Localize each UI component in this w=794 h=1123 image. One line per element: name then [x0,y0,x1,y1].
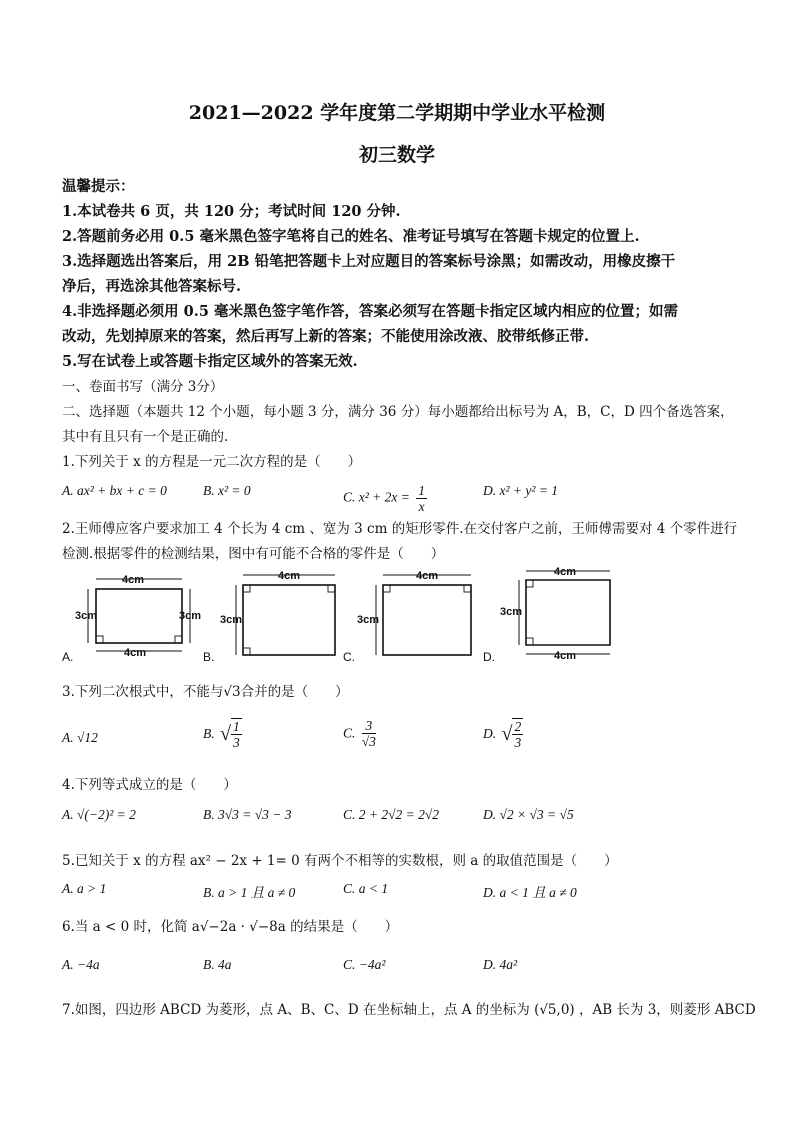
q1-option-c-denominator: x [418,499,425,514]
q3-option-b-letter: B. [203,726,215,741]
section-1-heading: 一、卷面书写（满分 3分） [62,379,224,395]
q5-option-d: D. a < 1 且 a ≠ 0 [483,885,577,900]
tip-line-3: 3.选择题选出答案后，用 2B 铅笔把答题卡上对应题目的答案标号涂黑；如需改动，用橡皮擦干 [62,253,676,270]
q6-option-d: D. 4a² [483,957,518,972]
q6-stem: 6.当 a < 0 时，化简 a√−2a · √−8a 的结果是（ ） [62,919,399,935]
q2-a-letter: A. [62,650,74,664]
q1-option-a: A. ax² + bx + c = 0 [62,483,167,498]
q5-stem: 5.已知关于 x 的方程 ax² − 2x + 1= 0 有两个不相等的实数根，则 a 的取值范围是（ ） [62,853,618,869]
q5-option-b: B. a > 1 且 a ≠ 0 [203,885,296,900]
q5-option-a: A. a > 1 [62,881,107,896]
q4-option-c: C. 2 + 2√2 = 2√2 [343,807,440,822]
tips-heading: 温馨提示： [62,178,135,195]
q2-a-right-label: 3cm [179,610,202,622]
q1-option-c [343,483,427,514]
tip-line-2: 2.答题前务必用 0.5 毫米黑色签字笔将自己的姓名、准考证号填写在答题卡规定的位置上. [62,228,640,245]
q3-option-c-denominator: √3 [361,734,376,749]
q2-d-bottom-label: 4cm [554,650,577,662]
q3-option-c-fraction [362,718,376,749]
q2-c-letter: C. [343,650,355,664]
q3-option-d [483,718,523,750]
q2-a-top-label: 4cm [122,574,145,586]
q1-stem: 1.下列关于 x 的方程是一元二次方程的是（ ） [62,454,362,470]
q3-option-d-letter: D. [483,726,497,741]
q1-option-b: B. x² = 0 [203,483,251,498]
q3-option-d-numerator: 2 [514,719,522,734]
section-2-note: 其中有且只有一个是正确的. [62,429,229,445]
q2-d-top-label: 4cm [554,566,577,578]
q3-d-radical-icon: √ [501,722,513,745]
q4-option-b: B. 3√3 = √3 − 3 [203,807,292,822]
q3-option-a: A. √12 [62,730,98,745]
section-2-heading: 二、选择题（本题共 12 个小题，每小题 3 分，满分 36 分）每小题都给出标号为 A，B，C，D 四个备选答案， [62,404,734,420]
q3-option-b-numerator: 1 [232,719,240,734]
q2-b-top-label: 4cm [278,570,301,582]
tip-line-7: 5.写在试卷上或答题卡指定区域外的答案无效. [62,353,358,370]
q4-stem: 4.下列等式成立的是（ ） [62,777,237,793]
q2-a-bottom-label: 4cm [124,647,147,659]
q3-option-c-letter: C. [343,725,356,741]
q1-option-d: D. x² + y² = 1 [483,483,559,498]
tip-line-4: 净后，再选涂其他答案标号. [62,278,242,295]
q2-d-left-label: 3cm [500,606,523,618]
q3-stem: 3.下列二次根式中，不能与√3合并的是（ ） [62,684,349,700]
tip-line-6: 改动，先划掉原来的答案，然后再写上新的答案；不能使用涂改液、胶带纸修正带. [62,328,590,345]
q2-c-top-label: 4cm [416,570,439,582]
tip-line-5: 4.非选择题必须用 0.5 毫米黑色签字笔作答，答案必须写在答题卡指定区域内相应的位置；如需 [62,303,678,320]
q3-b-radical-icon: √ [220,722,231,745]
q6-option-a: A. −4a [62,957,100,972]
q3-option-b [203,718,242,750]
q1-option-c-fraction [416,483,427,514]
q2-a-left-label: 3cm [75,610,98,622]
q2-figure-d [483,566,610,664]
q2-figure-a [62,574,201,664]
q2-b-left-label: 3cm [220,614,243,626]
q2-c-left-label: 3cm [357,614,380,626]
q7-stem: 7.如图，四边形 ABCD 为菱形，点 A、B、C、D 在坐标轴上，点 A 的坐标为 (√5,0) ，AB 长为 3，则菱形 ABCD [62,1002,756,1018]
q3-option-b-fraction [231,718,242,750]
q2-d-letter: D. [483,650,495,664]
tip-line-1: 1.本试卷共 6 页，共 120 分；考试时间 120 分钟. [62,203,401,220]
q6-option-b: B. 4a [203,957,232,972]
q4-option-d: D. √2 × √3 = √5 [483,807,574,822]
q2-stem-line1: 2.王师傅应客户要求加工 4 个长为 4 cm 、宽为 3 cm 的矩形零件.在交付客户之前，王师傅需要对 4 个零件进行 [62,521,738,537]
q1-option-c-numerator: 1 [418,483,426,498]
page-title: 2021—2022 学年度第二学期期中学业水平检测 [188,102,606,124]
q3-option-d-denominator: 3 [514,735,522,750]
page-subtitle: 初三数学 [358,144,435,166]
q2-figure-b [203,570,335,664]
q3-option-c [343,718,376,749]
q3-option-c-numerator: 3 [362,718,376,734]
q2-b-letter: B. [203,650,215,664]
q4-option-a: A. √(−2)² = 2 [62,807,136,822]
q1-option-c-lhs: C. x² + 2x = [343,489,410,505]
q2-figures [60,565,740,665]
q3-option-b-denominator: 3 [232,735,240,750]
q5-option-c: C. a < 1 [343,881,389,896]
q6-option-c: C. −4a² [343,957,386,972]
q2-stem-line2: 检测.根据零件的检测结果，图中有可能不合格的零件是（ ） [62,546,445,562]
q3-option-d-fraction [512,718,523,750]
q2-figure-c [343,570,471,664]
